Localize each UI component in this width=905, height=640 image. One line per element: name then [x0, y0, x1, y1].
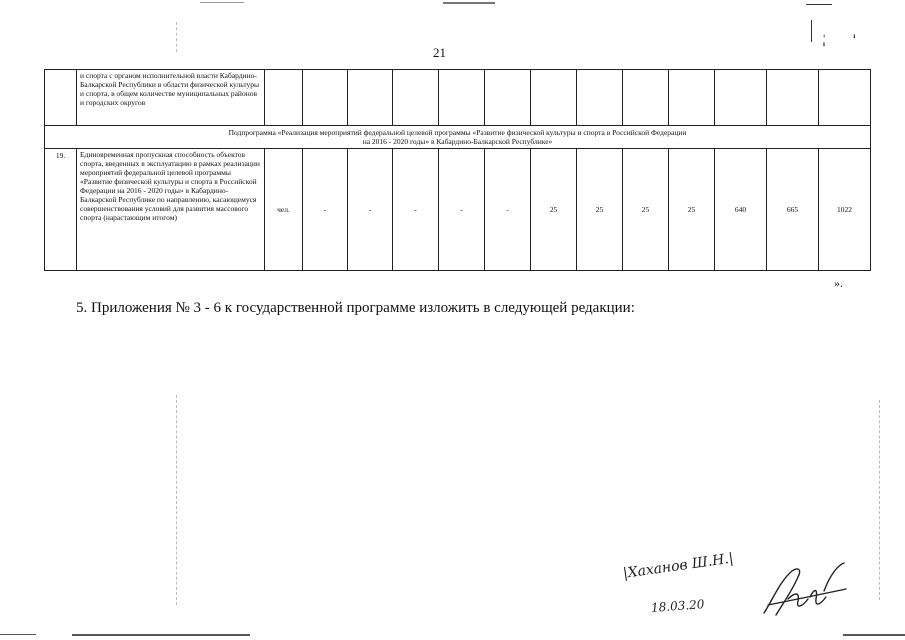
value-cell: 25	[669, 149, 715, 271]
table-cell	[265, 70, 303, 126]
value-cell: 640	[715, 149, 767, 271]
table-cell	[577, 70, 623, 126]
value-cell: 25	[623, 149, 669, 271]
scan-artifact-left-dash	[176, 22, 177, 52]
scan-artifact-right-tick	[811, 20, 812, 42]
indicators-table	[44, 69, 871, 271]
scan-artifact-bottom-left	[0, 634, 36, 635]
corner-marks: ‹ı ı	[823, 32, 884, 48]
table-cell	[767, 70, 819, 126]
subprogram-header-line2: на 2016 - 2020 годы» в Кабардино-Балкарской Республике»	[362, 137, 553, 146]
scan-artifact-left-dash-lower	[176, 395, 177, 605]
table-cell	[45, 70, 77, 126]
handwritten-date: 18.03.20	[650, 597, 705, 615]
subprogram-header	[45, 126, 871, 149]
scan-artifact-top-center	[443, 2, 495, 4]
table-cell	[669, 70, 715, 126]
scan-artifact-bottom-center	[72, 634, 250, 636]
table-cell	[303, 70, 348, 126]
scan-artifact-bottom-right	[843, 634, 905, 636]
table-row-subprogram	[45, 126, 871, 149]
unit-cell: чел.	[265, 149, 303, 271]
value-cell: 1022	[819, 149, 871, 271]
value-cell: -	[393, 149, 439, 271]
scan-artifact-top-left	[200, 2, 244, 3]
closing-quote: ».	[834, 276, 843, 290]
table-cell	[393, 70, 439, 126]
scan-artifact-right-dash	[879, 400, 880, 600]
signature-icon	[758, 561, 850, 623]
table-cell	[348, 70, 393, 126]
value-cell: 25	[531, 149, 577, 271]
subprogram-header-line1: Подпрограмма «Реализация мероприятий федеральной целевой программы «Развитие физической культуры и спорта в Российской Федерации	[228, 128, 687, 137]
table-row-continued	[45, 70, 871, 126]
value-cell: 25	[577, 149, 623, 271]
handwritten-note: |Хаханов Ш.Н.|	[622, 550, 735, 582]
value-cell: -	[348, 149, 393, 271]
table-cell	[819, 70, 871, 126]
scan-artifact-top-right	[806, 4, 832, 5]
table-cell	[531, 70, 577, 126]
table-cell	[715, 70, 767, 126]
table-row-19	[45, 149, 871, 271]
value-cell: -	[303, 149, 348, 271]
value-cell: -	[439, 149, 485, 271]
table-cell	[485, 70, 531, 126]
table-cell	[439, 70, 485, 126]
continued-indicator-text: и спорта с органом исполнительной власти Кабардино-Балкарской Республики в области физической культуры и спорта, в общем количестве муниципальных районов и городских округов	[77, 70, 265, 126]
value-cell: 665	[767, 149, 819, 271]
value-cell: -	[485, 149, 531, 271]
row-number: 19.	[45, 149, 77, 271]
table-cell	[623, 70, 669, 126]
indicator-text: Единовременная пропускная способность объектов спорта, введенных в эксплуатацию в рамках реализации мероприятий федеральной целевой программы «Развитие физической культуры и спорта в Российской Федерации на 2016 - 2020 годы» в Кабардино-Балкарской Республике по направлению, касающемуся совершенствования условий для развития массового спорта (нарастающим итогом)	[77, 149, 265, 271]
body-paragraph: 5. Приложения № 3 - 6 к государственной программе изложить в следующей редакции:	[76, 300, 635, 316]
page-number: 21	[433, 45, 446, 60]
